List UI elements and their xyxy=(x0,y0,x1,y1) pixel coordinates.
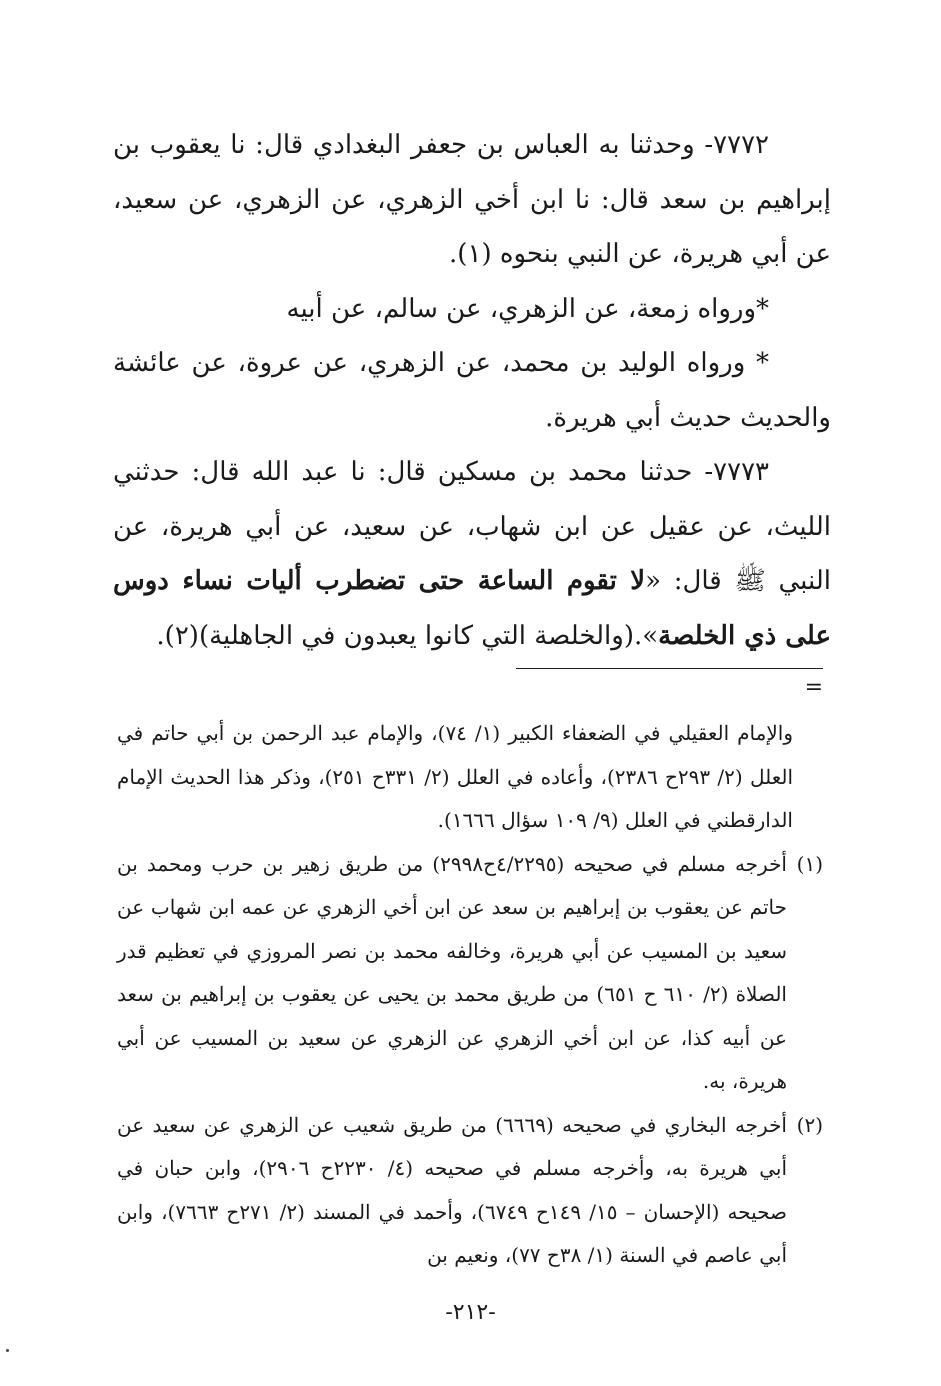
page-number: -٢١٢- xyxy=(445,1300,496,1325)
note-walid: * ورواه الوليد بن محمد، عن الزهري، عن عروة، عن عائشة والحديث حديث أبي هريرة. xyxy=(113,348,831,433)
footnote-continuation: والإمام العقيلي في الضعفاء الكبير (١/ ٧٤)، والإمام عبد الرحمن بن أبي حاتم في العلل (٢/ ٢٩٣ح ٢٣٨٦)، وأعاده في العلل (٢/ ٣٣١ح ٢٥١)، وذكر هذا الحديث الإمام الدارقطني في العلل (٩/ ١٠٩ سؤال ١٦٦٦). xyxy=(117,721,794,832)
footnotes xyxy=(117,712,823,1278)
footnote-number: (١) xyxy=(796,851,823,876)
hadith-7773-matn: لا تقوم الساعة حتى تضطرب أليات نساء دوس على ذي الخلصة xyxy=(113,566,831,651)
scan-speck xyxy=(6,1349,9,1352)
hadith-7772: ٧٧٧٢- وحدثنا به العباس بن جعفر البغدادي قال: نا يعقوب بن إبراهيم بن سعد قال: نا ابن أخي الزهري، عن الزهري، عن سعيد، عن أبي هريرة، عن النبي بنحوه (١). xyxy=(113,130,831,269)
hadith-7773-end: ».(والخلصة التي كانوا يعبدون في الجاهلية)(٢). xyxy=(156,620,659,651)
hadith-7773 xyxy=(113,445,831,663)
footnote-text: أخرجه البخاري في صحيحه (٦٦٦٩) من طريق شعيب عن الزهري عن سعيد عن أبي هريرة به، وأخرجه مسلم في صحيحه (٤/ ٢٢٣٠ح ٢٩٠٦)، وابن حبان في صحيحه (الإحسان – ١٥/ ١٤٩ح ٦٧٤٩)، وأحمد في المسند (٢/ ٢٧١ح ٧٦٦٣)، وابن أبي عاصم في السنة (١/ ٣٨ح ٧٧)، ونعيم بن xyxy=(117,1112,788,1267)
footnote-2 xyxy=(117,1104,823,1278)
footnote-separator xyxy=(516,668,823,669)
footnote-1 xyxy=(117,843,823,1104)
main-text xyxy=(113,118,831,663)
footnote-number: (٢) xyxy=(796,1112,823,1137)
footnote-text: أخرجه مسلم في صحيحه (٤/٢٢٩٥ح٢٩٩٨) من طريق زهير بن حرب ومحمد بن حاتم عن يعقوب بن إبراهيم بن سعد عن ابن أخي الزهري عن عمه ابن شهاب عن سعيد بن المسيب عن أبي هريرة، وخالفه محمد بن نصر المروزي في تعظيم قدر الصلاة (٢/ ٦١٠ ح ٦٥١) من طريق محمد بن يحيى عن يعقوب بن إبراهيم بن سعد عن أبيه كذا، عن ابن أخي الزهري عن الزهري عن سعيد بن المسيب عن أبي هريرة، به. xyxy=(117,851,787,1093)
note-zamaa: *ورواه زمعة، عن الزهري، عن سالم، عن أبيه xyxy=(286,293,769,324)
continuation-mark: = xyxy=(804,675,823,700)
hadith-7773-intro: ٧٧٧٣- حدثنا محمد بن مسكين قال: نا عبد الله قال: حدثني الليث، عن عقيل عن ابن شهاب، عن سعيد، عن أبي هريرة، عن النبي ﷺ قال: « xyxy=(113,457,831,596)
